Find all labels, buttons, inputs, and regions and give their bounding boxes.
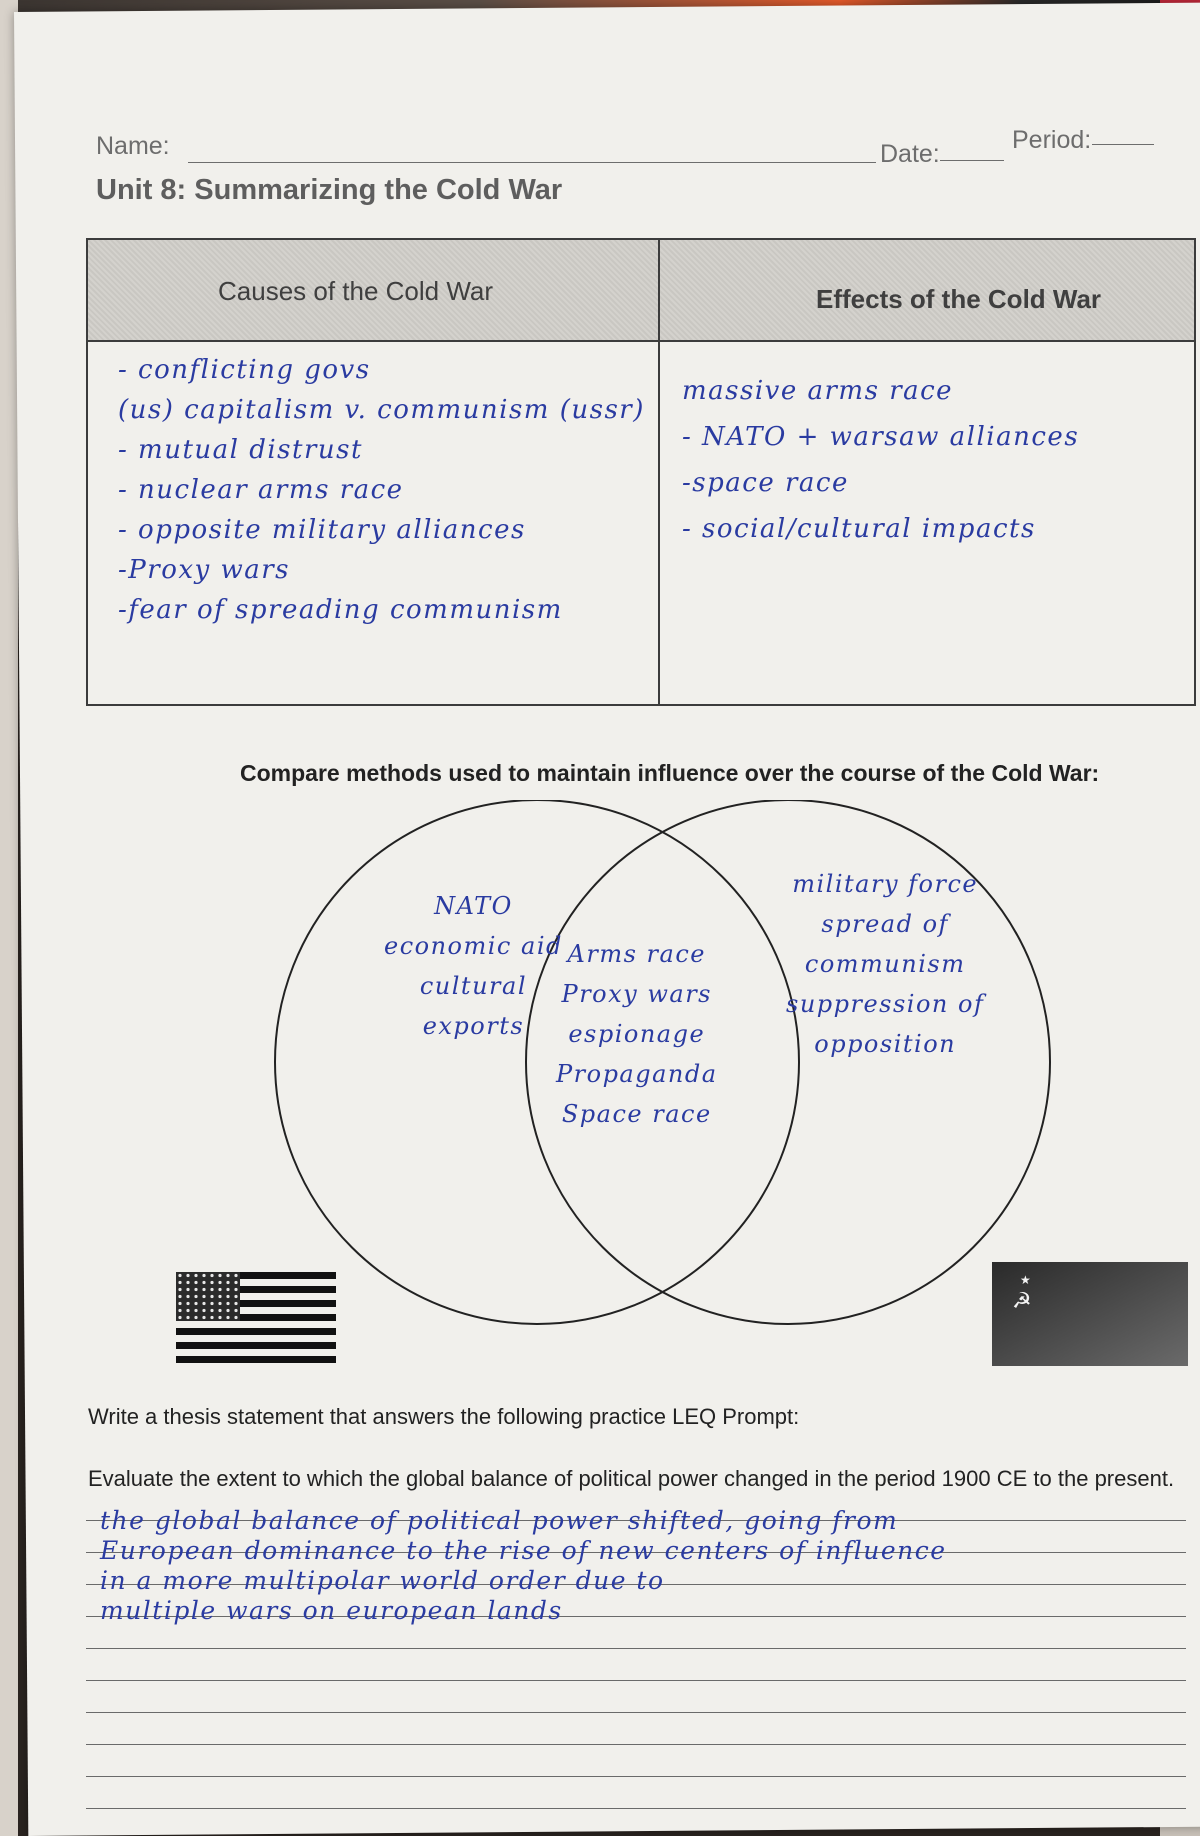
answer-text-line: in a more multipolar world order due to xyxy=(100,1566,665,1595)
venn-item: opposition xyxy=(814,1030,957,1058)
venn-right-notes xyxy=(786,864,984,1064)
list-item: -Proxy wars xyxy=(118,555,291,585)
list-item: -space race xyxy=(682,468,849,498)
effects-handwritten-list xyxy=(682,368,1079,552)
venn-item: military force xyxy=(792,870,979,898)
list-item: - conflicting govs xyxy=(118,355,371,385)
list-item: -fear of spreading communism xyxy=(118,595,563,625)
list-item: massive arms race xyxy=(682,376,954,406)
table-header-row xyxy=(88,240,1194,342)
venn-item: exports xyxy=(422,1012,525,1040)
venn-item: NATO xyxy=(434,892,513,920)
venn-item: espionage xyxy=(568,1020,706,1048)
causes-handwritten-list xyxy=(118,350,645,630)
answer-line xyxy=(86,1712,1186,1713)
list-item: (us) capitalism v. communism (ussr) xyxy=(118,395,645,425)
venn-item: Arms race xyxy=(567,940,706,968)
period-label: Period: xyxy=(1012,126,1092,154)
venn-item: cultural xyxy=(419,972,527,1000)
venn-item: Space race xyxy=(561,1100,712,1128)
answer-text-line: multiple wars on european lands xyxy=(100,1596,563,1625)
answer-text-line: the global balance of political power shifted, going from xyxy=(100,1506,899,1535)
svg-text:★: ★ xyxy=(1020,1273,1031,1287)
date-line xyxy=(940,160,1004,161)
venn-item: communism xyxy=(804,950,966,978)
answer-line xyxy=(86,1776,1186,1777)
venn-left-notes xyxy=(384,886,563,1046)
page-title: Unit 8: Summarizing the Cold War xyxy=(96,174,563,206)
thesis-answer xyxy=(100,1506,947,1626)
list-item: - mutual distrust xyxy=(118,435,363,465)
list-item: - opposite military alliances xyxy=(118,515,526,545)
venn-item: economic aid xyxy=(384,932,563,960)
ussr-flag-icon xyxy=(992,1262,1188,1366)
list-item: - nuclear arms race xyxy=(118,475,404,505)
period-line xyxy=(1092,144,1154,145)
answer-line xyxy=(86,1648,1186,1649)
effects-header: Effects of the Cold War xyxy=(816,284,1102,314)
svg-text:☭: ☭ xyxy=(1012,1289,1032,1314)
answer-text-line: European dominance to the rise of new centers of influence xyxy=(100,1536,947,1565)
venn-item: suppression of xyxy=(786,990,985,1018)
causes-header: Causes of the Cold War xyxy=(218,276,494,306)
answer-line xyxy=(86,1680,1186,1681)
leq-prompt: Evaluate the extent to which the global balance of political power changed in the period 1900 CE to the present. xyxy=(88,1466,1175,1491)
thesis-prompt: Write a thesis statement that answers the following practice LEQ Prompt: xyxy=(88,1404,800,1429)
us-flag-icon xyxy=(176,1272,336,1364)
venn-item: Propaganda xyxy=(556,1060,718,1088)
list-item: - NATO + warsaw alliances xyxy=(682,422,1080,452)
answer-line xyxy=(86,1744,1186,1745)
venn-middle-notes xyxy=(556,934,718,1134)
date-label: Date: xyxy=(880,140,940,168)
compare-prompt: Compare methods used to maintain influence over the course of the Cold War: xyxy=(240,760,1100,786)
venn-item: Proxy wars xyxy=(561,980,712,1008)
list-item: - social/cultural impacts xyxy=(682,514,1036,544)
name-line xyxy=(188,162,876,163)
venn-item: spread of xyxy=(821,910,949,938)
table-column-divider xyxy=(658,240,660,704)
answer-line xyxy=(86,1808,1186,1809)
name-label: Name: xyxy=(96,132,170,160)
venn-circle-left xyxy=(275,800,799,1324)
